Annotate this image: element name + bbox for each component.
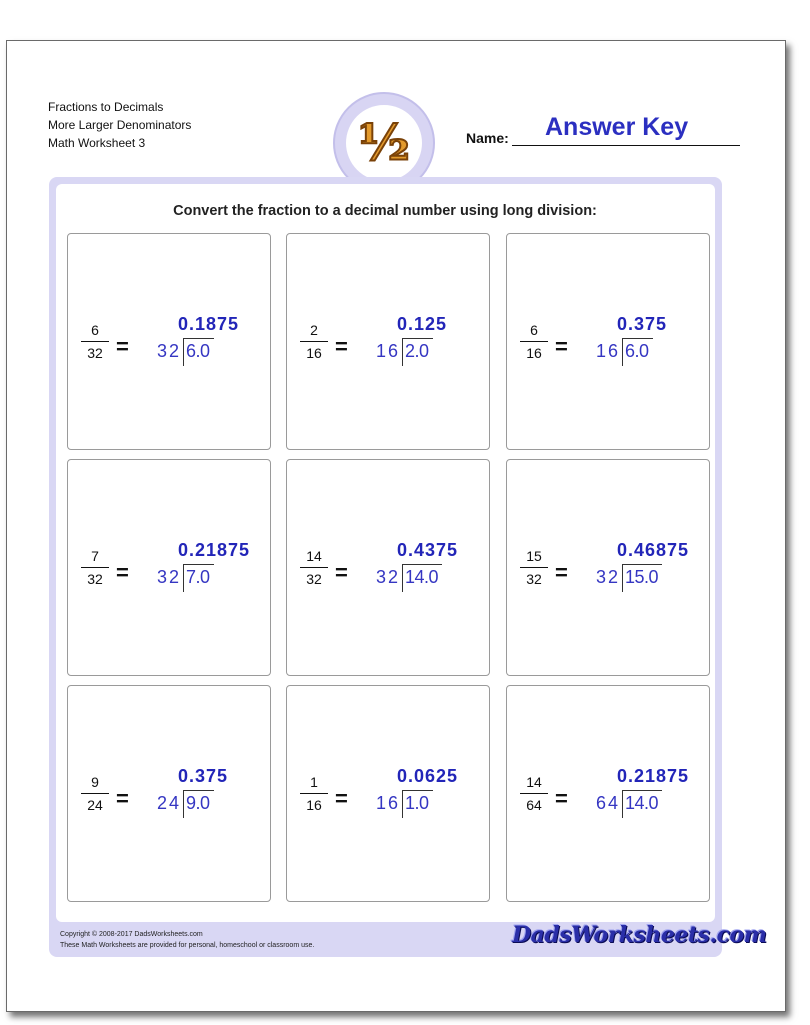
divisor: 24 — [157, 793, 182, 813]
division-bracket — [183, 338, 214, 366]
dividend: 6.0 — [625, 341, 649, 361]
denominator: 32 — [87, 345, 103, 361]
numerator: 6 — [91, 322, 99, 338]
instructions: Convert the fraction to a decimal number using long division: — [173, 203, 597, 219]
quotient-answer: 0.21875 — [178, 540, 251, 560]
denominator: 32 — [306, 571, 322, 587]
problem-box — [506, 233, 710, 450]
fraction — [520, 548, 548, 588]
division-bracket — [622, 338, 653, 366]
quotient-answer: 0.0625 — [397, 766, 459, 786]
fraction — [81, 322, 109, 362]
numerator: 9 — [91, 774, 99, 790]
fraction-bar — [520, 341, 548, 342]
problem-box — [67, 459, 271, 676]
divisor: 32 — [376, 567, 401, 587]
usage-notice: These Math Worksheets are provided for personal, homeschool or classroom use. — [60, 942, 315, 949]
fraction-bar — [520, 793, 548, 794]
equals-sign: = — [116, 560, 129, 585]
dividend: 15.0 — [625, 567, 659, 587]
problem-box — [67, 233, 271, 450]
numerator: 15 — [526, 548, 542, 564]
division-bracket — [402, 564, 442, 592]
denominator: 24 — [87, 797, 103, 813]
numerator: 6 — [530, 322, 538, 338]
division-bracket — [183, 790, 214, 818]
divisor: 16 — [376, 793, 401, 813]
dividend: 6.0 — [186, 341, 210, 361]
worksheet-subtitle: More Larger Denominators — [48, 118, 192, 132]
denominator: 16 — [306, 345, 322, 361]
worksheet-title: Fractions to Decimals — [48, 100, 164, 114]
problem-box — [506, 459, 710, 676]
worksheet-title-block — [48, 98, 191, 152]
problem-box — [286, 459, 490, 676]
name-label: Name: — [466, 130, 509, 146]
numerator: 7 — [91, 548, 99, 564]
fraction — [81, 774, 109, 814]
equals-sign: = — [555, 560, 568, 585]
footer-text — [60, 929, 314, 951]
divisor: 32 — [157, 341, 182, 361]
fraction-bar — [81, 567, 109, 568]
equals-sign: = — [555, 786, 568, 811]
fraction-bar — [81, 793, 109, 794]
copyright-text: Copyright © 2008-2017 DadsWorksheets.com — [60, 931, 203, 938]
divisor: 16 — [596, 341, 621, 361]
one-half-glyph: ½ — [357, 113, 411, 172]
denominator: 32 — [526, 571, 542, 587]
division-bracket — [622, 564, 662, 592]
denominator: 64 — [526, 797, 542, 813]
equals-sign: = — [116, 786, 129, 811]
dividend: 2.0 — [405, 341, 429, 361]
quotient-answer: 0.4375 — [397, 540, 459, 560]
numerator: 14 — [526, 774, 542, 790]
quotient-answer: 0.46875 — [617, 540, 690, 560]
division-bracket — [183, 564, 214, 592]
denominator: 16 — [306, 797, 322, 813]
fraction — [300, 322, 328, 362]
quotient-answer: 0.21875 — [617, 766, 690, 786]
quotient-answer: 0.125 — [397, 314, 448, 334]
dividend: 1.0 — [405, 793, 429, 813]
worksheet-number: Math Worksheet 3 — [48, 136, 146, 150]
problem-box — [67, 685, 271, 902]
problem-box — [286, 233, 490, 450]
denominator: 32 — [87, 571, 103, 587]
divisor: 64 — [596, 793, 621, 813]
division-bracket — [402, 338, 433, 366]
division-bracket — [402, 790, 433, 818]
fraction — [300, 548, 328, 588]
dividend: 14.0 — [625, 793, 659, 813]
numerator: 2 — [310, 322, 318, 338]
equals-sign: = — [335, 334, 348, 359]
quotient-answer: 0.1875 — [178, 314, 240, 334]
numerator: 1 — [310, 774, 318, 790]
quotient-answer: 0.375 — [617, 314, 668, 334]
fraction — [81, 548, 109, 588]
divisor: 16 — [376, 341, 401, 361]
fraction-bar — [81, 341, 109, 342]
dividend: 7.0 — [186, 567, 210, 587]
problem-box — [506, 685, 710, 902]
divisor: 32 — [596, 567, 621, 587]
problem-box — [286, 685, 490, 902]
fraction-bar — [520, 567, 548, 568]
equals-sign: = — [116, 334, 129, 359]
quotient-answer: 0.375 — [178, 766, 229, 786]
fraction — [520, 774, 548, 814]
divisor: 32 — [157, 567, 182, 587]
name-line — [512, 145, 740, 146]
fraction — [300, 774, 328, 814]
numerator: 14 — [306, 548, 322, 564]
equals-sign: = — [555, 334, 568, 359]
dividend: 14.0 — [405, 567, 439, 587]
dadsworksheets-logo: DadsWorksheets.com — [512, 922, 767, 948]
fraction-bar — [300, 793, 328, 794]
fraction — [520, 322, 548, 362]
equals-sign: = — [335, 786, 348, 811]
fraction-bar — [300, 567, 328, 568]
division-bracket — [622, 790, 662, 818]
answer-key-text: Answer Key — [545, 113, 689, 141]
dividend: 9.0 — [186, 793, 210, 813]
fraction-bar — [300, 341, 328, 342]
denominator: 16 — [526, 345, 542, 361]
equals-sign: = — [335, 560, 348, 585]
